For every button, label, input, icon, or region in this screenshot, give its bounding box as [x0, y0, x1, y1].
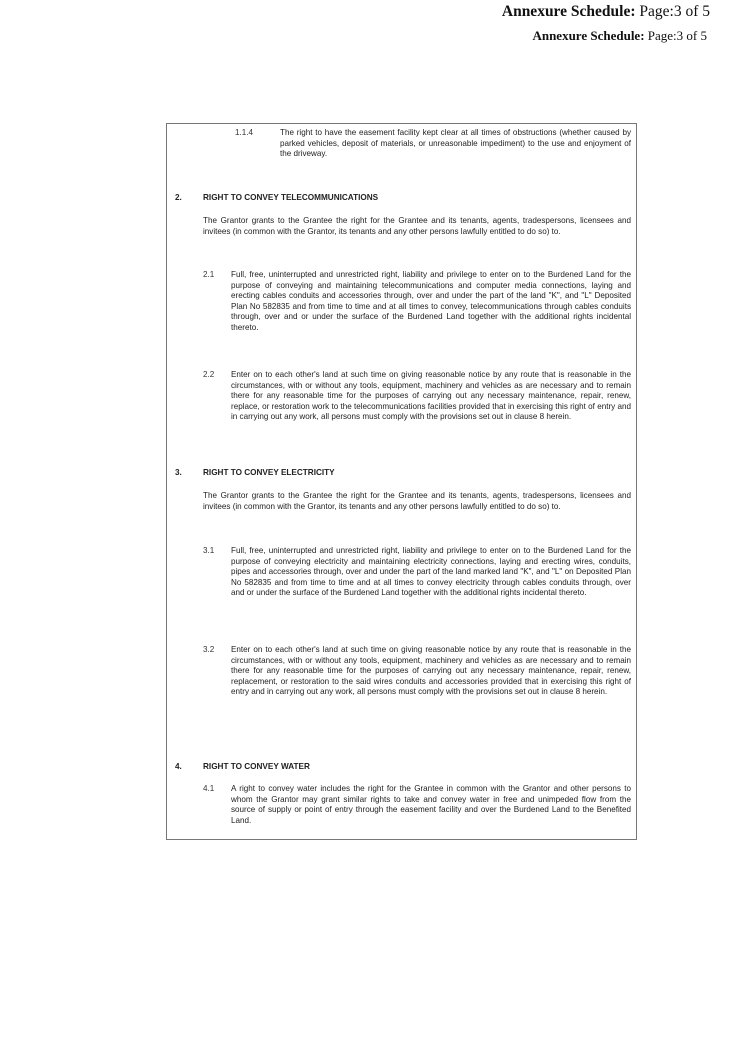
- section-number: 4.: [175, 762, 182, 771]
- clause-number: 2.1: [203, 270, 215, 279]
- clause-text: The right to have the easement facility kept clear at all times of obstructions (whether caused by parked vehicles, deposit of materials, or unreasonable impediment) to the use and enjoyment of the driveway.: [280, 128, 631, 159]
- clause-number: 2.2: [203, 370, 215, 379]
- clause-text: Full, free, uninterrupted and unrestricted right, liability and privilege to enter on to the Burdened Land for the purpose of conveying and maintaining telecommunications and computer media connections, laying and erecting cables conduits and accessories through, over and under the part of the land "K", and "L" Deposited Plan No 582835 and from time to time and at all times to convey, telecommunications through cables conduits through, over and or under the surface of the Burdened Land together with the additional rights incidental thereto.: [231, 270, 631, 332]
- clause-text: Enter on to each other's land at such time on giving reasonable notice by any route that is reasonable in the circumstances, with or without any tools, equipment, machinery and vehicles as are necessary and to remain there for any reasonable time for the purposes of carrying out any necessary maintenance, repair, renew, replacement, or restoration to the said wires conduits and accessories provided that in exercising this right of entry and in carrying out any work, all persons must comply with the provisions set out in clause 8 herein.: [231, 645, 631, 697]
- page-header-secondary: [532, 28, 707, 44]
- section-intro: The Grantor grants to the Grantee the right for the Grantee and its tenants, agents, tradespersons, licensees and invitees (in common with the Grantor, its tenants and any other persons lawfully entitled to do so) to.: [203, 216, 631, 236]
- clause-text: Full, free, uninterrupted and unrestricted right, liability and privilege to enter on to the Burdened Land for the purpose of conveying electricity and maintaining electricity connections, laying and erecting wires, conduits, pipes and accessories through, over and under the part of the land marked land "K", and "L" on Deposited Plan No 582835 and from time to time and at all times to convey electricity through cables conduits through, over and or under the surface of the Burdened Land together with the additional rights incidental thereto.: [231, 546, 631, 598]
- clause-number: 4.1: [203, 784, 215, 793]
- clause-number: 1.1.4: [235, 128, 254, 137]
- section-intro: The Grantor grants to the Grantee the right for the Grantee and its tenants, agents, tradespersons, licensees and invitees (in common with the Grantor, its tenants and any other persons lawfully entitled to do so) to.: [203, 491, 631, 511]
- section-number: 2.: [175, 193, 182, 202]
- section-heading: RIGHT TO CONVEY WATER: [203, 762, 310, 771]
- clause-text: A right to convey water includes the right for the Grantee in common with the Grantor and other persons to whom the Grantor may grant similar rights to take and convey water in free and unimpeded flow from the source of supply or point of entry through the easement facility and over the Burdened Land to the Benefited Land.: [231, 784, 631, 825]
- document-frame: [166, 123, 637, 840]
- page-header-primary: [502, 3, 710, 21]
- clause-number: 3.1: [203, 546, 215, 555]
- annexure-schedule-label: Annexure Schedule:: [532, 28, 645, 43]
- clause-number: 3.2: [203, 645, 215, 654]
- page-number: Page:3 of 5: [639, 3, 710, 20]
- annexure-schedule-label: Annexure Schedule:: [501, 3, 636, 20]
- page-number: Page:3 of 5: [647, 28, 707, 43]
- section-heading: RIGHT TO CONVEY ELECTRICITY: [203, 468, 335, 477]
- section-heading: RIGHT TO CONVEY TELECOMMUNICATIONS: [203, 193, 379, 202]
- clause-text: Enter on to each other's land at such time on giving reasonable notice by any route that is reasonable in the circumstances, with or without any tools, equipment, machinery and vehicles as are necessary and to remain there for any reasonable time for the purposes of carrying out any necessary maintenance, repair, renew, replace, or restoration work to the telecommunications facilities provided that in exercising this right of entry and in carrying out any work, all persons must comply with the provisions set out in clause 8 herein.: [231, 370, 631, 422]
- section-number: 3.: [175, 468, 182, 477]
